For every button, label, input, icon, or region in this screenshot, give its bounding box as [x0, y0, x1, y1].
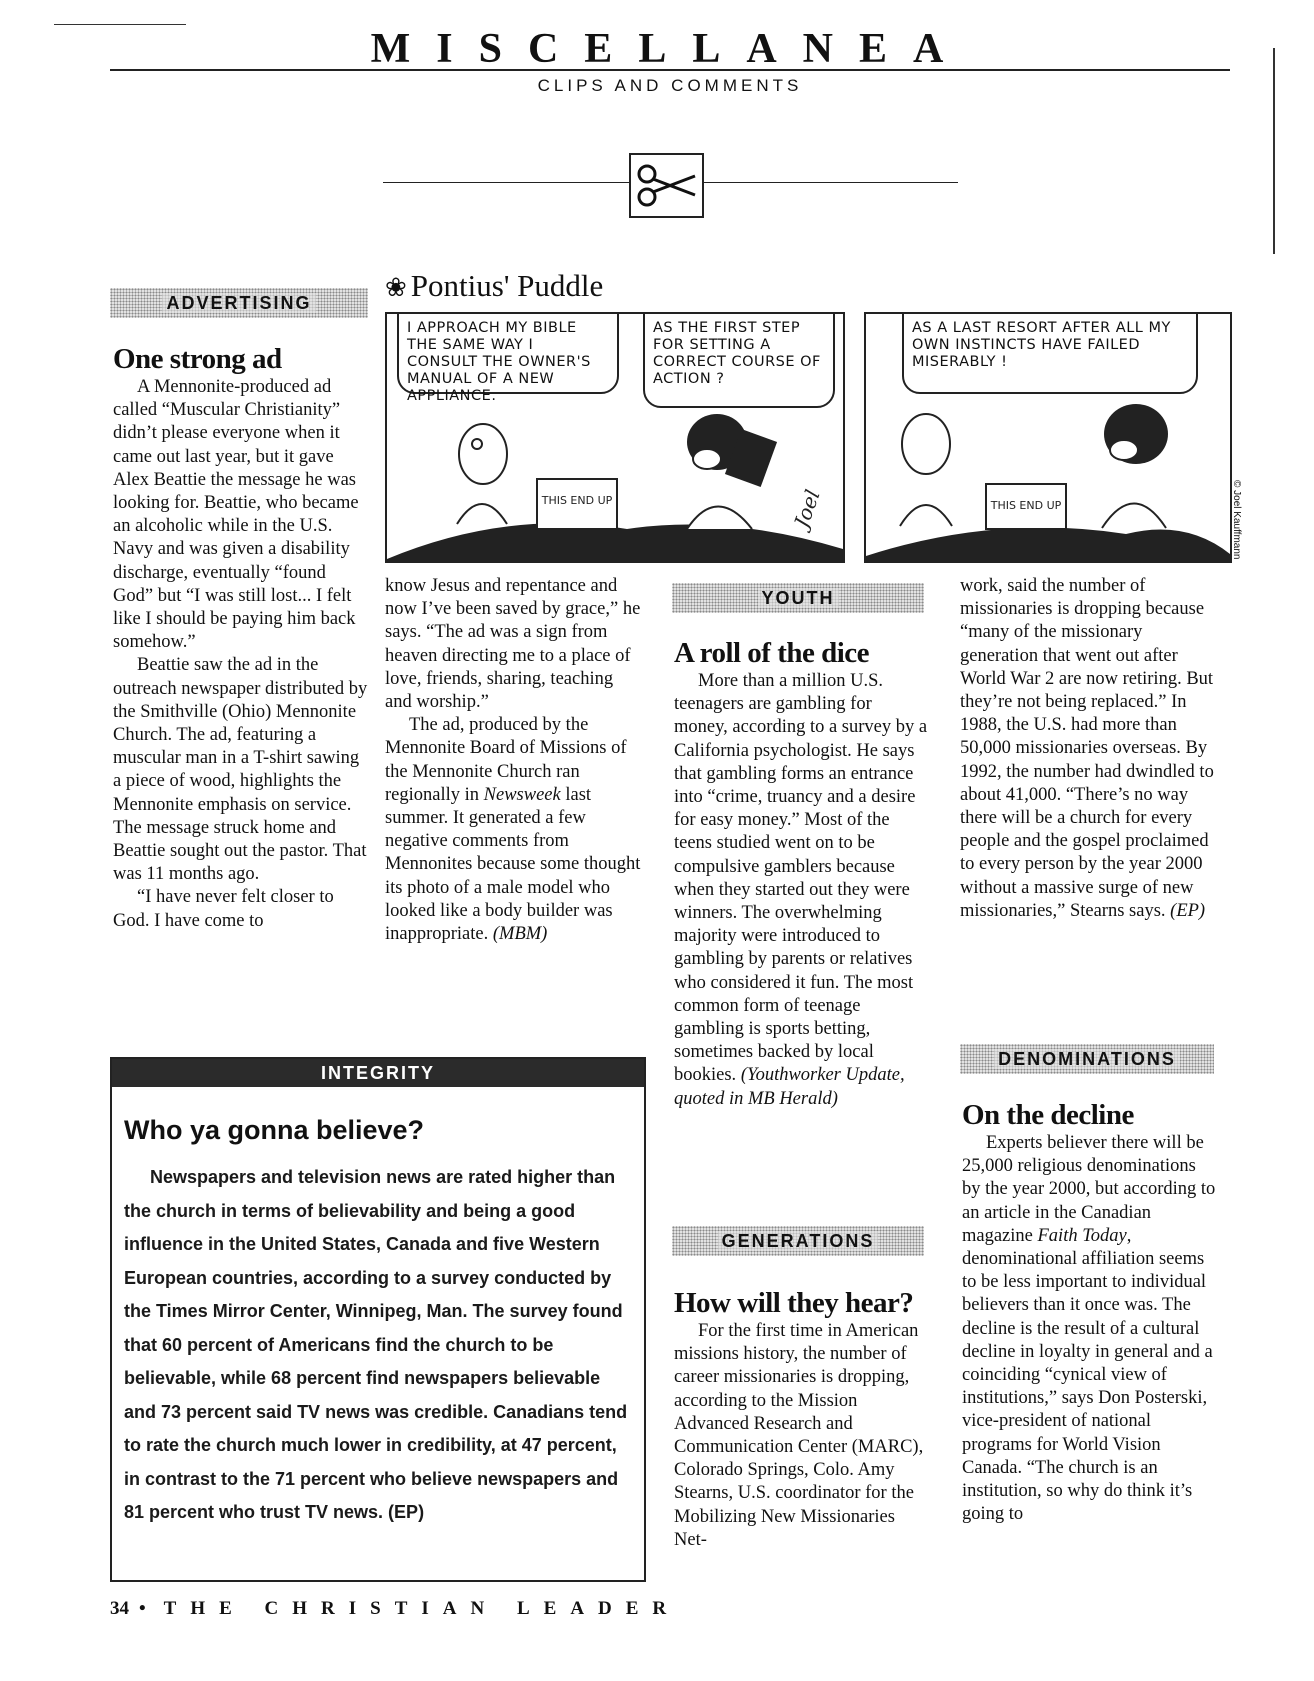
comic-title — [385, 268, 603, 304]
headline-youth: A roll of the dice — [674, 637, 870, 669]
speech-bubble: AS A LAST RESORT AFTER ALL MY OWN INSTINCTS HAVE FAILED MISERABLY ! — [902, 312, 1198, 394]
section-subtitle: CLIPS AND COMMENTS — [537, 76, 803, 95]
source-citation: (MBM) — [492, 924, 548, 945]
corner-rule — [54, 24, 186, 25]
source-citation: (EP) — [1170, 900, 1206, 921]
masthead-rule — [110, 69, 1230, 71]
speech-bubble: I APPROACH MY BIBLE THE SAME WAY I CONSULT THE OWNER'S MANUAL OF A NEW APPLIANCE. — [397, 312, 619, 394]
category-label-integrity: INTEGRITY — [112, 1059, 644, 1087]
headline-integrity: Who ya gonna believe? — [124, 1115, 425, 1145]
paragraph: Newspapers and television news are rated higher than the church in terms of believability and being a good influence in the United States, Canada and five Western European countries, according to a survey conducted by the Times Mirror Center, Winnipeg, Man. The survey found that 60 percent of Americans find the church to be believable, while 68 percent find newspapers believable and 73 percent said TV news was credible. Canadians tend to rate the church much lower in credibility, at 47 percent, in contrast to the 71 percent who believe newspapers and 81 percent who trust TV news. (EP) — [124, 1167, 628, 1522]
publication-name: THE CHRISTIAN LEADER — [163, 1598, 681, 1619]
integrity-box — [110, 1057, 646, 1582]
category-label-youth: YOUTH — [672, 583, 924, 613]
comic-panel-3 — [864, 312, 1232, 563]
bug-icon: ❀ — [385, 273, 407, 302]
magazine-title: Faith Today — [1037, 1225, 1127, 1246]
source-citation: (Youthworker Update, quoted in MB Herald) — [674, 1065, 905, 1109]
comic-art-icon — [866, 314, 1230, 561]
svg-text:THIS END UP: THIS END UP — [541, 494, 613, 507]
magazine-title: Newsweek — [483, 784, 561, 805]
category-label-generations: GENERATIONS — [672, 1226, 924, 1256]
page-number: 34 — [110, 1598, 129, 1619]
article-integrity — [124, 1161, 630, 1530]
headline-advertising: One strong ad — [113, 343, 282, 375]
margin-rule — [1273, 48, 1275, 254]
paragraph: know Jesus and repentance and now I’ve been saved by grace,” he says. “The ad was a sign from heaven directing me to a place of love, friends, sharing, teaching and worship.” — [385, 576, 641, 713]
category-label-advertising: ADVERTISING — [110, 288, 368, 318]
text: last summer. It generated a few negative comments from Mennonites because some thought its photo of a male model who looked like a body builder was inappropriate. — [385, 784, 641, 945]
article-generations — [674, 1320, 928, 1552]
ornament-rule-left — [383, 182, 629, 183]
comic-title-text: Pontius' Puddle — [410, 268, 604, 303]
scissors-icon — [629, 153, 704, 218]
paragraph: “I have never felt closer to God. I have come to — [113, 887, 334, 931]
svg-text:THIS END UP: THIS END UP — [990, 499, 1062, 512]
text: More than a million U.S. teenagers are gambling for money, according to a survey by a California psychologist. He says that gambling forms an entrance into “crime, truancy and a desire for easy money.” Most of the teens studied went on to be compulsive gamblers because when they started out they were winners. The overwhelming majority were introduced to gambling by parents or relatives who considered it fun. The most common form of teenage gambling is sports betting, sometimes backed by local bookies. — [674, 671, 928, 1086]
article-youth — [674, 670, 928, 1111]
paragraph: A Mennonite-produced ad called “Muscular Christianity” didn’t please everyone when it came out last year, but it gave Alex Beattie the message he was looking for. Beattie, who became an alcoholic while in the U.S. Navy and was given a disability discharge, eventually “found God” but “I was still lost... I felt like I should be paying him back somehow.” — [113, 377, 359, 653]
speech-bubble: AS THE FIRST STEP FOR SETTING A CORRECT COURSE OF ACTION ? — [643, 312, 835, 408]
paragraph — [962, 1132, 1216, 1526]
paragraph: For the first time in American missions history, the number of career missionaries is dropping, according to the Mission Advanced Research and Communication Center (MARC), Colorado Springs, Colo. Amy Stearns, U.S. coordinator for the Mobilizing New Missionaries Net- — [674, 1321, 924, 1550]
ornament-rule-right — [702, 182, 958, 183]
text: The ad, produced by the Mennonite Board of Missions of the Mennonite Church ran regionally in — [385, 715, 627, 805]
category-label-denominations: DENOMINATIONS — [960, 1044, 1214, 1074]
article-advertising-col1 — [113, 376, 369, 933]
comic-panel-1-2 — [385, 312, 845, 563]
text: , denominational affiliation seems to be less important to individual believers than it once was. The decline is the result of a cultural decline in loyalty in general and a coinciding “cynical view of institutions,” says Don Posterski, vice-president of national programs for World Vision Canada. “The church is an institution, so why do think it’s going to — [962, 1225, 1213, 1525]
footer-separator: • — [139, 1598, 146, 1619]
svg-text:Joel: Joel — [789, 486, 825, 531]
comic-credit: © Joel Kauffmann — [1231, 480, 1242, 560]
comic-art-icon — [387, 314, 843, 561]
paragraph — [385, 714, 643, 946]
article-generations-continued — [960, 575, 1216, 923]
paragraph — [674, 670, 928, 1111]
headline-denominations: On the decline — [962, 1099, 1134, 1131]
page-footer — [110, 1598, 680, 1620]
headline-generations: How will they hear? — [674, 1287, 914, 1319]
paragraph: Beattie saw the ad in the outreach newspaper distributed by the Smithville (Ohio) Mennonite Church. The ad, featuring a muscular man in a T-shirt sawing a piece of wood, highlights the Mennonite emphasis on service. The message struck home and Beattie sought out the pastor. That was 11 months ago. — [113, 655, 368, 885]
paragraph — [960, 575, 1216, 923]
section-title: MISCELLANEA — [370, 26, 970, 72]
text: work, said the number of missionaries is dropping because “many of the missionary generation that went out after World War 2 are now retiring. But they’re not being replaced.” In 1988, the U.S. had more than 50,000 missionaries overseas. By 1992, the number had dwindled to about 41,000. “There’s no way there will be a church for every people and the gospel proclaimed to every person by the year 2000 without a massive surge of new missionaries,” Stearns says. — [960, 576, 1214, 921]
article-denominations — [962, 1132, 1216, 1526]
text: Experts believer there will be 25,000 religious denominations by the year 2000, but according to an article in the Canadian magazine — [962, 1133, 1216, 1246]
article-advertising-col2 — [385, 575, 643, 946]
